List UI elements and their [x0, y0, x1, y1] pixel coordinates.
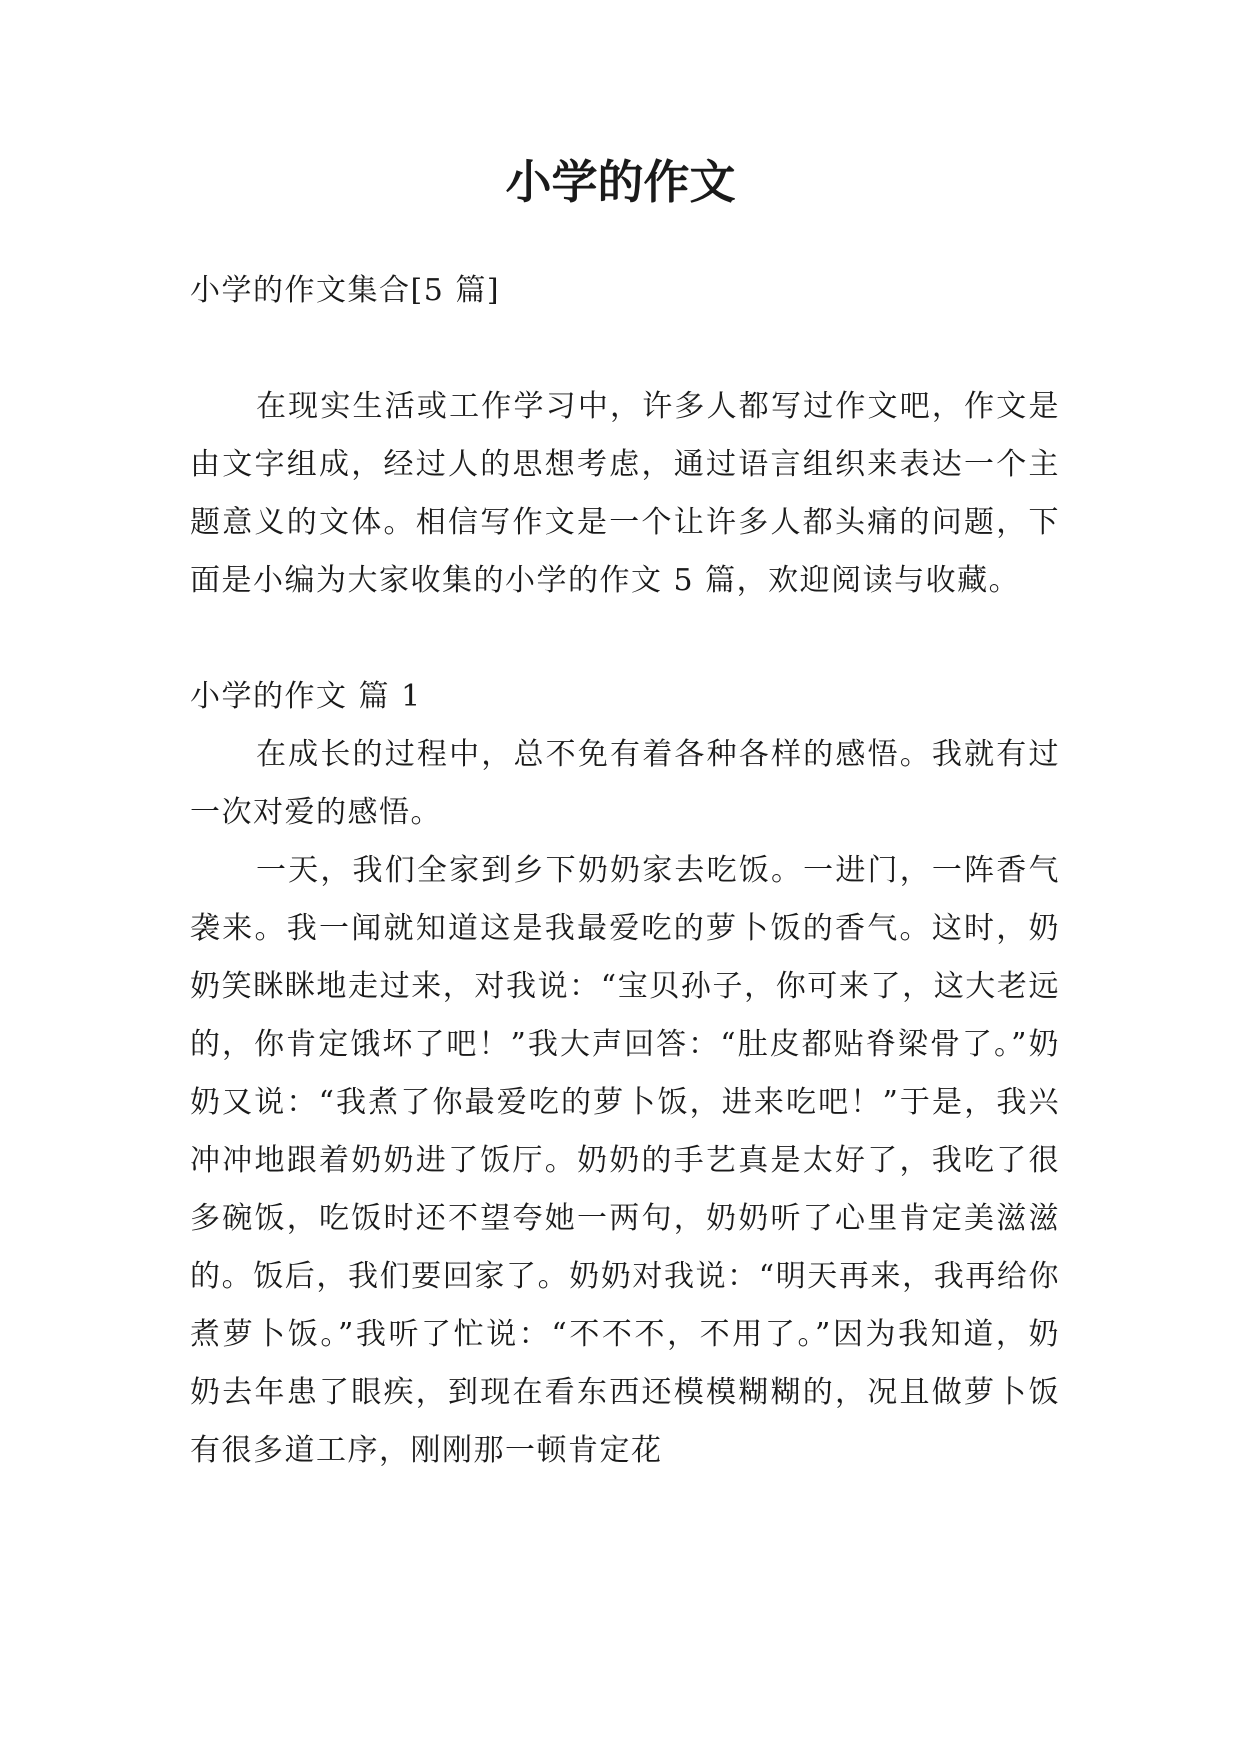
document-body: [190, 262, 1060, 1480]
body-paragraph: 一天，我们全家到乡下奶奶家去吃饭。一进门，一阵香气袭来。我一闻就知道这是我最爱吃的萝卜饭的香气。这时，奶奶笑眯眯地走过来，对我说：“宝贝孙子，你可来了，这大老远的，你肯定饿坏了吧！”我大声回答：“肚皮都贴脊梁骨了。”奶奶又说：“我煮了你最爱吃的萝卜饭，进来吃吧！”于是，我兴冲冲地跟着奶奶进了饭厅。奶奶的手艺真是太好了，我吃了很多碗饭，吃饭时还不望夸她一两句，奶奶听了心里肯定美滋滋的。饭后，我们要回家了。奶奶对我说：“明天再来，我再给你煮萝卜饭。”我听了忙说：“不不不，不用了。”因为我知道，奶奶去年患了眼疾，到现在看东西还模模糊糊的，况且做萝卜饭有很多道工序，刚刚那一顿肯定花: [190, 853, 1060, 1468]
document-title: 小学的作文: [505, 155, 736, 209]
document-subtitle: 小学的作文集合[5 篇]: [190, 273, 501, 308]
body-paragraph: 在成长的过程中，总不免有着各种各样的感悟。我就有过一次对爱的感悟。: [190, 737, 1060, 830]
section-heading: 小学的作文 篇 1: [190, 679, 422, 714]
intro-paragraph: 在现实生活或工作学习中，许多人都写过作文吧，作文是由文字组成，经过人的思想考虑，通过语言组织来表达一个主题意义的文体。相信写作文是一个让许多人都头痛的问题，下面是小编为大家收集的小学的作文 5 篇，欢迎阅读与收藏。: [190, 389, 1060, 598]
